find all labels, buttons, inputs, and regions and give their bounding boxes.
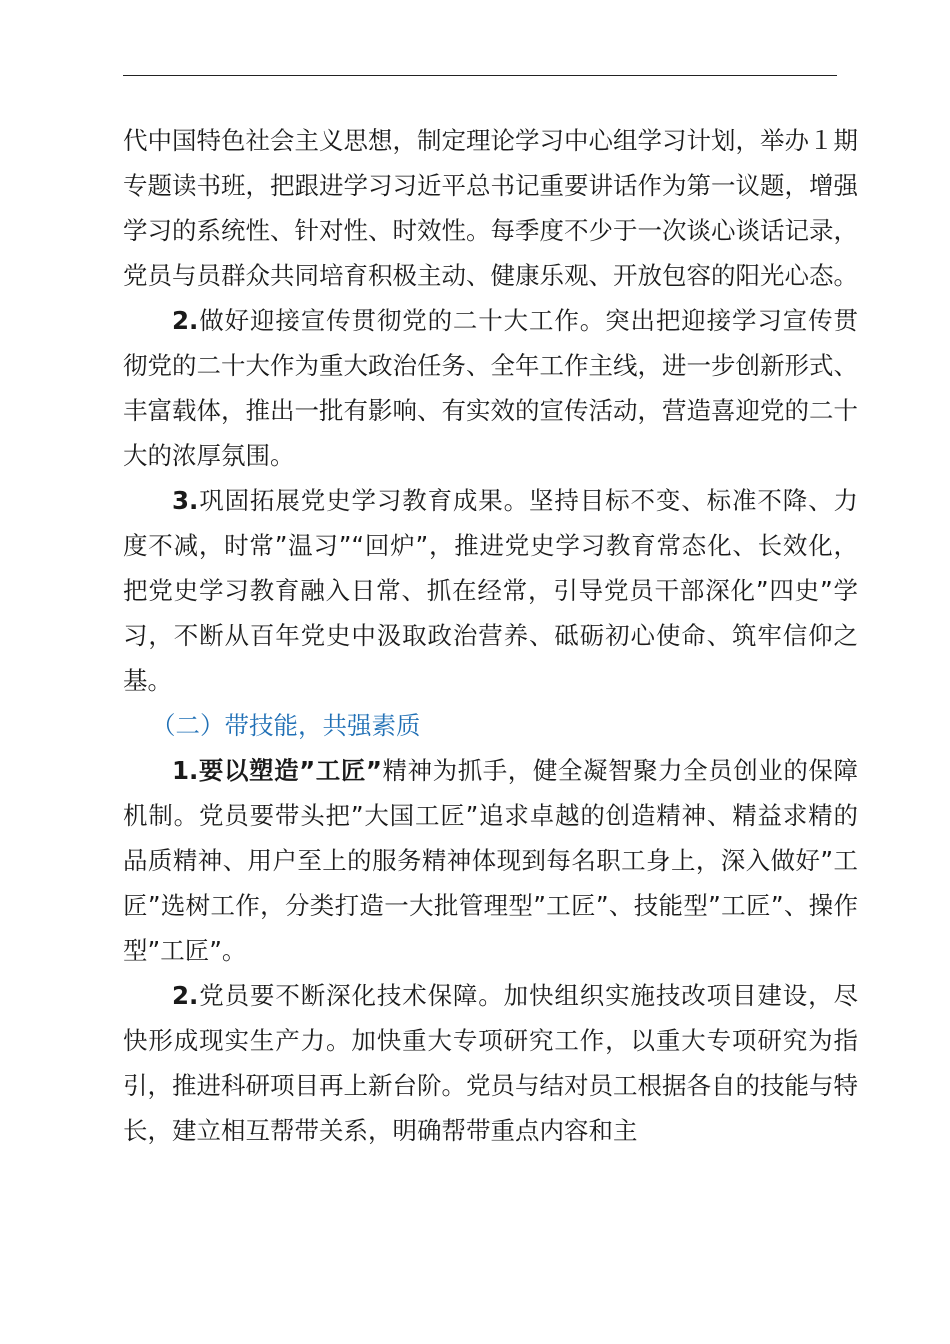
paragraph-item-2 [123,298,858,478]
paragraph-continuation: 代中国特色社会主义思想，制定理论学习中心组学习计划，举办１期专题读书班，把跟进学习习近平总书记重要讲话作为第一议题，增强学习的系统性、针对性、时效性。每季度不少于一次谈心谈话记录，党员与员群众共同培育积极主动、健康乐观、开放包容的阳光心态。 [123,126,858,290]
paragraph-text: 巩固拓展党史学习教育成果。坚持目标不变、标准不降、力度不减，时常”温习”“回炉”，推进党史学习教育常态化、长效化，把党史学习教育融入日常、抓在经常，引导党员干部深化”四史”学习，不断从百年党史中汲取政治营养、砥砺初心使命、筑牢信仰之基。 [123,486,858,695]
paragraph-text: 做好迎接宣传贯彻党的二十大工作。突出把迎接学习宣传贯彻党的二十大作为重大政治任务、全年工作主线，进一步创新形式、丰富载体，推出一批有影响、有实效的宣传活动，营造喜迎党的二十大的浓厚氛围。 [123,306,858,470]
paragraph-number: 2. [172,981,199,1010]
paragraph-item-2b [123,973,858,1153]
paragraph-text: 精神为抓手，健全凝智聚力全员创业的保障机制。党员要带头把”大国工匠”追求卓越的创造精神、精益求精的品质精神、用户至上的服务精神体现到每名职工身上，深入做好”工匠”选树工作，分类打造一大批管理型”工匠”、技能型”工匠”、操作型”工匠”。 [123,756,858,965]
paragraph-item-3 [123,478,858,703]
document-body [123,118,858,1153]
paragraph-bold-lead: 要以塑造”工匠” [198,756,382,785]
paragraph-number: 1. [172,756,199,785]
section-heading: （二）带技能，共强素质 [151,711,421,740]
paragraph-text: 党员要不断深化技术保障。加快组织实施技改项目建设，尽快形成现实生产力。加快重大专项研究工作，以重大专项研究为指引，推进科研项目再上新台阶。党员与结对员工根据各自的技能与特长，建立相互帮带关系，明确帮带重点内容和主 [123,981,858,1145]
header-rule [123,75,837,76]
paragraph-number: 2. [172,306,199,335]
paragraph-item-1 [123,748,858,973]
paragraph-number: 3. [172,486,199,515]
